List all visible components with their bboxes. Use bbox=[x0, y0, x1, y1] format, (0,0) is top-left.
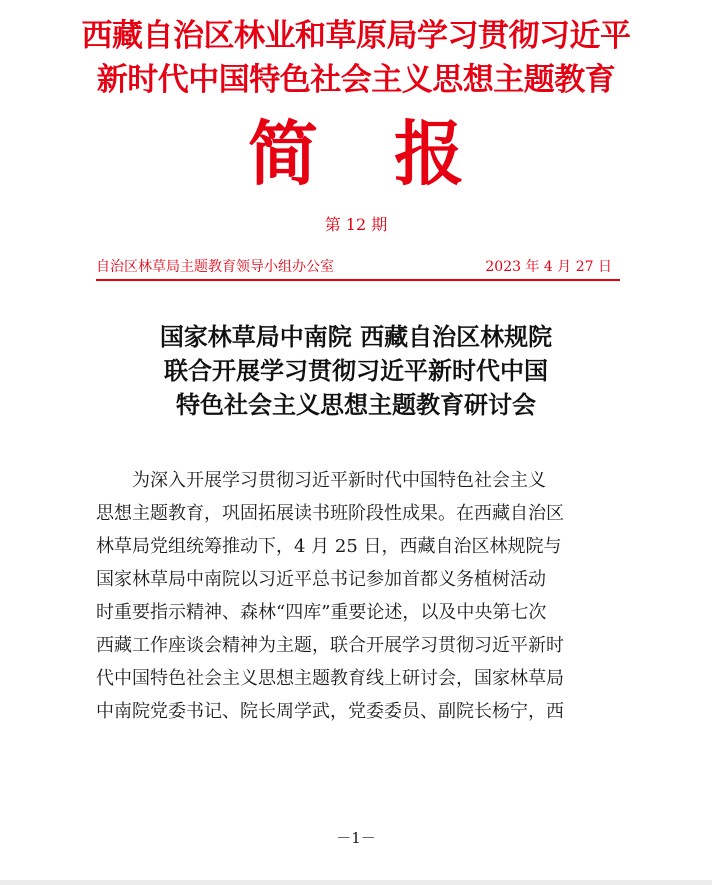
article-body bbox=[96, 464, 616, 728]
article-title-line-2: 联合开展学习贯彻习近平新时代中国 bbox=[164, 356, 548, 385]
body-line-2: 思想主题教育，巩固拓展读书班阶段性成果。在西藏自治区 bbox=[96, 503, 564, 524]
body-line-5: 时重要指示精神、森林“四库”重要论述，以及中央第七次 bbox=[96, 602, 547, 623]
body-line-7: 代中国特色社会主义思想主题教育线上研讨会，国家林草局 bbox=[96, 668, 564, 689]
header-org-line-1: 西藏自治区林业和草原局学习贯彻习近平 bbox=[81, 18, 631, 54]
red-divider-line bbox=[96, 279, 620, 281]
article-title bbox=[0, 320, 712, 422]
page-bottom-edge bbox=[0, 880, 712, 885]
article-title-line-1: 国家林草局中南院 西藏自治区林规院 bbox=[159, 322, 553, 351]
issuer-date-row bbox=[96, 256, 616, 278]
body-line-4: 国家林草局中南院以习近平总书记参加首都义务植树活动 bbox=[96, 569, 546, 590]
document-header-org bbox=[0, 14, 712, 102]
issue-number: 第 12 期 bbox=[324, 215, 388, 234]
issuer-label: 自治区林草局主题教育领导小组办公室 bbox=[96, 259, 334, 275]
article-title-line-3: 特色社会主义思想主题教育研讨会 bbox=[176, 390, 536, 419]
brief-title: 简报 bbox=[248, 112, 540, 195]
body-line-6: 西藏工作座谈会精神为主题，联合开展学习贯彻习近平新时 bbox=[96, 635, 564, 656]
header-org-line-2: 新时代中国特色社会主义思想主题教育 bbox=[96, 62, 616, 98]
body-line-3: 林草局党组统筹推动下，4 月 25 日，西藏自治区林规院与 bbox=[96, 536, 562, 557]
issue-date: 2023 年 4 月 27 日 bbox=[485, 259, 612, 275]
body-line-8: 中南院党委书记、院长周学武，党委委员、副院长杨宁，西 bbox=[96, 701, 564, 722]
body-line-1: 为深入开展学习贯彻习近平新时代中国特色社会主义 bbox=[132, 470, 546, 491]
page-number: －1－ bbox=[336, 829, 376, 847]
